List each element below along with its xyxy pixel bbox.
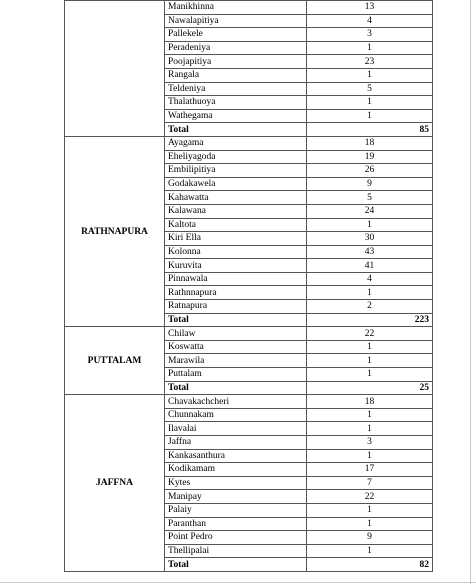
town-name-cell: Manipay <box>165 490 307 504</box>
total-label-cell: Total <box>165 123 307 137</box>
town-name-cell: Marawila <box>165 354 307 368</box>
town-count-cell: 5 <box>307 191 433 205</box>
table-row <box>65 1 433 15</box>
town-name-cell: Kytes <box>165 476 307 490</box>
town-count-cell: 22 <box>307 490 433 504</box>
town-count-cell: 23 <box>307 55 433 69</box>
town-count-cell: 9 <box>307 177 433 191</box>
district-town-table <box>64 0 433 572</box>
town-count-cell: 1 <box>307 68 433 82</box>
town-name-cell: Ayagama <box>165 136 307 150</box>
town-count-cell: 24 <box>307 204 433 218</box>
total-value-cell: 223 <box>307 313 433 327</box>
town-name-cell: Point Pedro <box>165 531 307 545</box>
town-name-cell: Thalathuoya <box>165 96 307 110</box>
town-count-cell: 1 <box>307 109 433 123</box>
town-count-cell: 26 <box>307 164 433 178</box>
total-label-cell: Total <box>165 381 307 395</box>
total-value-cell: 85 <box>307 123 433 137</box>
district-name-cell: JAFFNA <box>65 395 165 572</box>
total-value-cell: 25 <box>307 381 433 395</box>
town-name-cell: Kalawana <box>165 204 307 218</box>
town-count-cell: 17 <box>307 463 433 477</box>
town-name-cell: Rathnnapura <box>165 286 307 300</box>
town-name-cell: Chavakachcheri <box>165 395 307 409</box>
town-count-cell: 22 <box>307 327 433 341</box>
town-count-cell: 18 <box>307 395 433 409</box>
town-name-cell: Chunnakam <box>165 408 307 422</box>
town-name-cell: Manikhinna <box>165 1 307 15</box>
town-count-cell: 1 <box>307 503 433 517</box>
town-count-cell: 3 <box>307 28 433 42</box>
town-name-cell: Puttalam <box>165 368 307 382</box>
town-name-cell: Paranthan <box>165 517 307 531</box>
town-name-cell: Ratnapura <box>165 300 307 314</box>
town-count-cell: 2 <box>307 300 433 314</box>
district-name-cell <box>65 1 165 137</box>
town-name-cell: Kuruvita <box>165 259 307 273</box>
district-name-cell: PUTTALAM <box>65 327 165 395</box>
total-label-cell: Total <box>165 558 307 572</box>
town-count-cell: 1 <box>307 449 433 463</box>
town-name-cell: Koswatta <box>165 340 307 354</box>
town-count-cell: 9 <box>307 531 433 545</box>
town-name-cell: Kankasanthura <box>165 449 307 463</box>
town-count-cell: 1 <box>307 422 433 436</box>
town-name-cell: Teldeniya <box>165 82 307 96</box>
table-row <box>65 327 433 341</box>
town-name-cell: Poojapitiya <box>165 55 307 69</box>
town-name-cell: Eheliyagoda <box>165 150 307 164</box>
town-count-cell: 1 <box>307 408 433 422</box>
town-count-cell: 1 <box>307 544 433 558</box>
town-count-cell: 43 <box>307 245 433 259</box>
table-row <box>65 136 433 150</box>
town-count-cell: 1 <box>307 41 433 55</box>
town-name-cell: Palaiy <box>165 503 307 517</box>
total-label-cell: Total <box>165 313 307 327</box>
town-name-cell: Peradeniya <box>165 41 307 55</box>
town-count-cell: 1 <box>307 286 433 300</box>
town-name-cell: Chilaw <box>165 327 307 341</box>
town-count-cell: 4 <box>307 14 433 28</box>
total-value-cell: 82 <box>307 558 433 572</box>
table-body <box>65 1 433 572</box>
page-edge-bottom <box>0 582 476 583</box>
town-name-cell: Nawalapitiya <box>165 14 307 28</box>
town-name-cell: Kiri Ella <box>165 232 307 246</box>
town-name-cell: Rangala <box>165 68 307 82</box>
page-edge-right <box>470 0 471 584</box>
town-name-cell: Jaffna <box>165 436 307 450</box>
town-count-cell: 1 <box>307 368 433 382</box>
town-count-cell: 7 <box>307 476 433 490</box>
town-count-cell: 5 <box>307 82 433 96</box>
town-count-cell: 1 <box>307 354 433 368</box>
town-name-cell: Kodikamam <box>165 463 307 477</box>
town-count-cell: 41 <box>307 259 433 273</box>
town-name-cell: Embilipitiya <box>165 164 307 178</box>
town-name-cell: Godakawela <box>165 177 307 191</box>
town-count-cell: 1 <box>307 517 433 531</box>
town-count-cell: 30 <box>307 232 433 246</box>
town-count-cell: 18 <box>307 136 433 150</box>
town-count-cell: 19 <box>307 150 433 164</box>
town-name-cell: Pinnawala <box>165 272 307 286</box>
town-name-cell: Pallekele <box>165 28 307 42</box>
town-count-cell: 1 <box>307 218 433 232</box>
table-row <box>65 395 433 409</box>
town-name-cell: Kolonna <box>165 245 307 259</box>
town-count-cell: 4 <box>307 272 433 286</box>
town-name-cell: Kaltota <box>165 218 307 232</box>
town-count-cell: 3 <box>307 436 433 450</box>
town-name-cell: Wathegama <box>165 109 307 123</box>
district-name-cell: RATHNAPURA <box>65 136 165 326</box>
town-count-cell: 1 <box>307 340 433 354</box>
town-name-cell: Ilavalai <box>165 422 307 436</box>
town-name-cell: Kahawatta <box>165 191 307 205</box>
town-count-cell: 13 <box>307 1 433 15</box>
town-count-cell: 1 <box>307 96 433 110</box>
town-name-cell: Thellipalai <box>165 544 307 558</box>
